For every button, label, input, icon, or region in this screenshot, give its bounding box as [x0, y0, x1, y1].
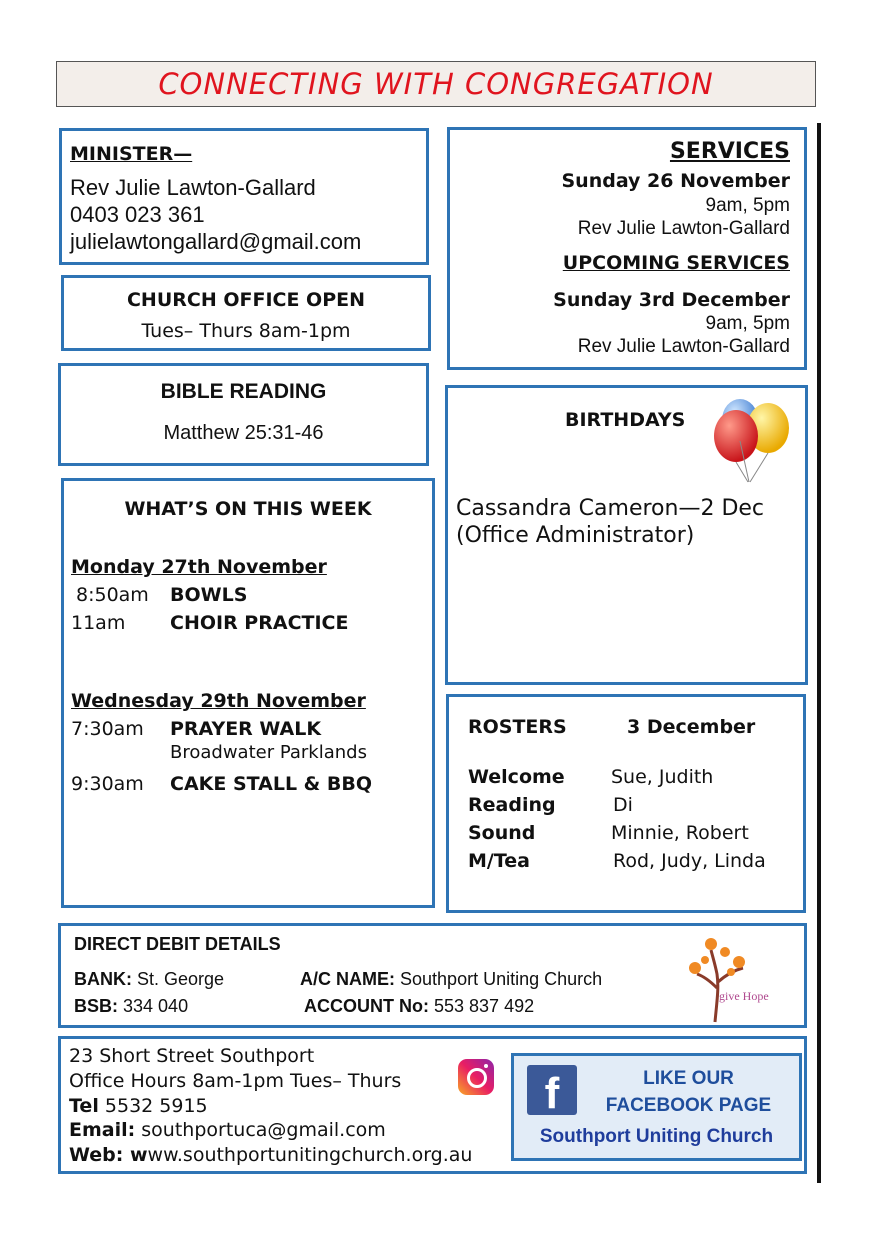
facebook-line2: FACEBOOK PAGE: [605, 1095, 772, 1116]
acno-label: ACCOUNT No:: [304, 996, 429, 1016]
roster-role: Sound: [468, 822, 536, 844]
event-name: PRAYER WALK: [170, 718, 322, 740]
facebook-line1: LIKE OUR: [643, 1068, 734, 1089]
acname-line: [300, 969, 602, 990]
acno-value: 553 837 492: [434, 996, 535, 1016]
email-line: [69, 1119, 386, 1141]
give-hope-text: give Hope: [719, 989, 769, 1003]
minister-phone[interactable]: 0403 023 361: [70, 202, 205, 227]
roster-names: Rod, Judy, Linda: [613, 850, 766, 872]
event-name: CAKE STALL & BBQ: [170, 773, 372, 795]
minister-email[interactable]: julielawtongallard@gmail.com: [70, 229, 362, 254]
minister-name: Rev Julie Lawton-Gallard: [70, 175, 316, 200]
office-hours-line: Office Hours 8am-1pm Tues– Thurs: [69, 1070, 402, 1092]
bsb-label: BSB:: [74, 996, 118, 1016]
facebook-icon[interactable]: f: [527, 1065, 577, 1115]
bank-value: St. George: [137, 969, 225, 989]
vertical-divider: [817, 123, 821, 1183]
rosters-heading: ROSTERS: [468, 716, 567, 738]
services-leader: Rev Julie Lawton-Gallard: [577, 218, 790, 239]
web-label: Web: w: [69, 1144, 148, 1166]
tel-label: Tel: [69, 1095, 99, 1117]
instagram-icon[interactable]: [458, 1059, 494, 1095]
bible-box: [58, 363, 429, 466]
facebook-box[interactable]: [511, 1053, 802, 1161]
acno-line: [304, 996, 534, 1017]
acname-label: A/C NAME:: [300, 969, 395, 989]
upcoming-heading: UPCOMING SERVICES: [562, 252, 790, 274]
upcoming-date: Sunday 3rd December: [553, 289, 790, 311]
roster-role: M/Tea: [468, 850, 530, 872]
event-time: 11am: [71, 612, 126, 634]
birthdays-heading: BIRTHDAYS: [565, 409, 686, 431]
services-heading: SERVICES: [669, 139, 790, 164]
header-banner: [56, 61, 816, 107]
upcoming-leader: Rev Julie Lawton-Gallard: [577, 336, 790, 357]
roster-names: Di: [613, 794, 633, 816]
email-label: Email:: [69, 1119, 136, 1141]
services-box: [447, 127, 807, 370]
event-time: 9:30am: [71, 773, 144, 795]
roster-role: Reading: [468, 794, 556, 816]
whats-on-heading: WHAT’S ON THIS WEEK: [124, 498, 372, 520]
birthday-entry: Cassandra Cameron—2 Dec: [456, 496, 765, 521]
event-name: BOWLS: [170, 584, 248, 606]
upcoming-times: 9am, 5pm: [705, 313, 790, 334]
email-value[interactable]: southportuca@gmail.com: [141, 1119, 386, 1141]
web-value[interactable]: ww.southportunitingchurch.org.au: [147, 1144, 473, 1166]
roster-names: Minnie, Robert: [611, 822, 749, 844]
services-date: Sunday 26 November: [561, 170, 790, 192]
birthday-entry: (Office Administrator): [456, 523, 695, 548]
web-line: [69, 1144, 472, 1166]
balloons-icon: [710, 398, 794, 486]
debit-box: [58, 923, 807, 1028]
minister-box: [59, 128, 429, 265]
day-heading: Monday 27th November: [71, 556, 327, 578]
event-time: 7:30am: [71, 718, 144, 740]
address: 23 Short Street Southport: [69, 1045, 315, 1067]
debit-heading: DIRECT DEBIT DETAILS: [74, 934, 281, 954]
whats-on-box: [61, 478, 435, 908]
minister-heading: MINISTER—: [70, 143, 193, 165]
tel-line: [69, 1095, 208, 1117]
bible-passage: Matthew 25:31-46: [163, 422, 324, 444]
tel-value[interactable]: 5532 5915: [104, 1095, 208, 1117]
office-hours: Tues– Thurs 8am-1pm: [141, 320, 351, 342]
roster-names: Sue, Judith: [611, 766, 714, 788]
bank-line: [74, 969, 224, 990]
bsb-value: 334 040: [123, 996, 189, 1016]
office-box: [61, 275, 431, 351]
services-times: 9am, 5pm: [705, 195, 790, 216]
rosters-box: [446, 694, 806, 913]
roster-role: Welcome: [468, 766, 565, 788]
facebook-page-name[interactable]: Southport Uniting Church: [539, 1126, 774, 1147]
event-name: CHOIR PRACTICE: [170, 612, 349, 634]
page-title: CONNECTING WITH CONGREGATION: [158, 67, 714, 101]
rosters-date: 3 December: [627, 716, 756, 738]
day-heading: Wednesday 29th November: [71, 690, 366, 712]
event-time: 8:50am: [76, 584, 149, 606]
event-note: Broadwater Parklands: [170, 742, 367, 763]
birthdays-box: [445, 385, 808, 685]
acname-value: Southport Uniting Church: [400, 969, 603, 989]
give-hope-tree-icon: [687, 930, 765, 1024]
bsb-line: [74, 996, 188, 1017]
bank-label: BANK:: [74, 969, 132, 989]
office-heading: CHURCH OFFICE OPEN: [126, 289, 366, 311]
bible-heading: BIBLE READING: [160, 380, 327, 403]
